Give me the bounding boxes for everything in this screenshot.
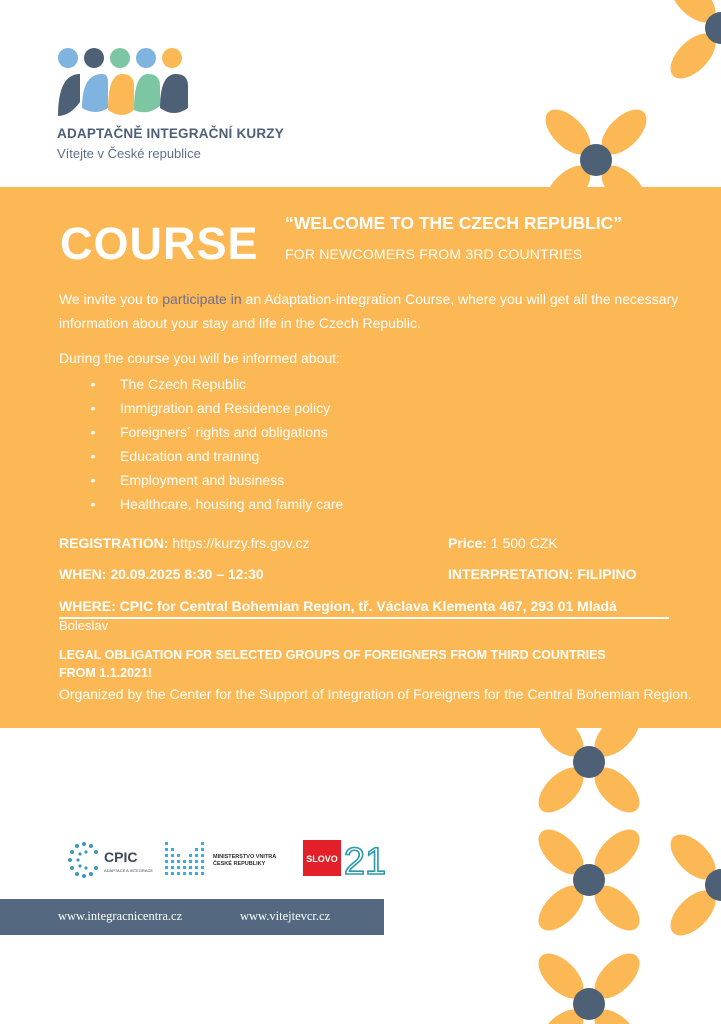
where-address-city: Boleslav (59, 618, 109, 633)
course-heading: COURSE (60, 218, 259, 269)
intro-highlight: participate in (162, 291, 242, 307)
when-row: WHEN: 20.09.2025 8:30 – 12:30 (59, 566, 264, 582)
list-item (88, 397, 343, 421)
registration-row (59, 535, 309, 551)
bullet-icon: • (90, 496, 96, 512)
topics-lead: During the course you will be informed about: (59, 350, 340, 366)
list-item (88, 421, 343, 445)
legal-obligation (59, 646, 659, 682)
where-address: WHERE: CPIC for Central Bohemian Region, tř. Václava Klementa 467, 293 01 Mladá (59, 598, 669, 619)
legal-line-1: LEGAL OBLIGATION FOR SELECTED GROUPS OF FOREIGNERS FROM THIRD COUNTRIES (59, 648, 606, 662)
list-item (88, 493, 343, 517)
newcomers-subtitle: FOR NEWCOMERS FROM 3RD COUNTRIES (285, 246, 583, 262)
slovo21-logo (303, 836, 389, 883)
list-item (88, 469, 343, 493)
list-item (88, 373, 343, 397)
topic-label: Foreigners´ rights and obligations (120, 424, 328, 440)
brand-subtitle: Vítejte v České republice (57, 146, 201, 161)
bullet-icon: • (90, 424, 96, 440)
welcome-title: “WELCOME TO THE CZECH REPUBLIC” (285, 213, 623, 233)
slovo-text: SLOVO (306, 854, 338, 864)
price-value: 1 500 CZK (486, 535, 558, 551)
intro-text-start: We invite you to (59, 291, 163, 307)
cpic-logo (66, 840, 154, 880)
slovo-number: 21 (343, 841, 387, 883)
footer-link-integracnicentra[interactable]: www.integracnicentra.cz (58, 909, 183, 923)
topic-label: Education and training (120, 448, 260, 464)
cpic-subtitle: ADAPTACE A INTEGRACE (104, 868, 154, 873)
intro-paragraph (59, 287, 699, 335)
topic-label: Immigration and Residence policy (120, 400, 331, 416)
registration-link[interactable]: https://kurzy.frs.gov.cz (168, 535, 310, 551)
bullet-icon: • (90, 448, 96, 464)
topic-label: Healthcare, housing and family care (120, 496, 344, 512)
topic-label: The Czech Republic (120, 376, 247, 392)
ministry-line-2: ČESKÉ REPUBLIKY (213, 861, 266, 867)
registration-label: REGISTRATION: (59, 535, 169, 551)
topics-list (88, 373, 343, 517)
interpretation-row: INTERPRETATION: FILIPINO (448, 566, 637, 582)
ministry-interior-logo (163, 840, 288, 878)
organizer-text: Organized by the Center for the Support of Integration of Foreigners for the Central Bohemian Region. (59, 686, 692, 702)
footer-link-vitejtevcr[interactable]: www.vitejtevcr.cz (240, 909, 331, 923)
cpic-name: CPIC (104, 849, 138, 865)
footer-bar (0, 899, 384, 935)
ministry-line-1: MINISTERSTVO VNITRA (213, 854, 277, 860)
intro-text-end: an Adaptation-integration Course, where you will get all the necessary information about your stay and life in the Czech Republic. (59, 291, 679, 331)
topic-label: Employment and business (120, 472, 285, 488)
bullet-icon: • (90, 472, 96, 488)
brand-title: ADAPTAČNĚ INTEGRAČNÍ KURZY (57, 126, 284, 141)
price-row (448, 535, 558, 551)
bullet-icon: • (90, 376, 96, 392)
price-label: Price: (448, 535, 487, 551)
adaptation-courses-logo (56, 46, 196, 118)
bullet-icon: • (90, 400, 96, 416)
legal-line-2: FROM 1.1.2021! (59, 666, 153, 680)
list-item (88, 445, 343, 469)
